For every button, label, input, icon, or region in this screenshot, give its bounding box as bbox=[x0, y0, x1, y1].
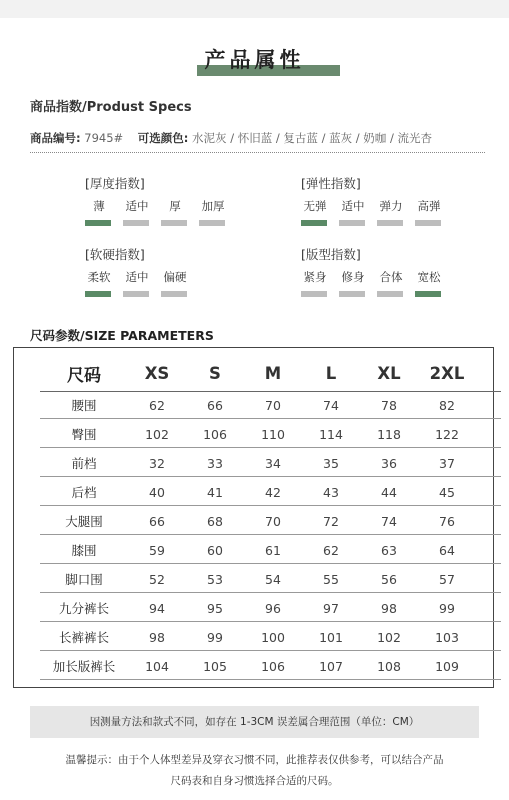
measurement-value: 104 bbox=[145, 658, 169, 674]
fit-option bbox=[301, 269, 339, 297]
size-header-cell: L bbox=[325, 363, 337, 383]
measurement-value: 106 bbox=[261, 658, 285, 674]
measurement-label: 长裤裤长 bbox=[58, 630, 109, 645]
softness-option-label: 适中 bbox=[125, 270, 149, 284]
measurement-value: 41 bbox=[207, 484, 223, 500]
measurement-value: 45 bbox=[439, 484, 455, 500]
softness-bar bbox=[161, 291, 187, 297]
dotted-divider bbox=[30, 152, 485, 153]
size-header-cell: S bbox=[209, 363, 221, 383]
page-title: 产品属性 bbox=[204, 48, 305, 72]
measurement-label: 加长版裤长 bbox=[52, 659, 116, 674]
softness-bar bbox=[123, 291, 149, 297]
measurement-value: 61 bbox=[265, 542, 281, 558]
size-header-cell: 2XL bbox=[429, 363, 465, 383]
measurement-value: 102 bbox=[145, 426, 169, 442]
elasticity-option bbox=[415, 198, 453, 226]
title-block bbox=[0, 44, 509, 80]
measurement-value: 68 bbox=[207, 513, 223, 529]
fit-option-label: 合体 bbox=[379, 270, 403, 284]
thickness-index bbox=[85, 174, 237, 226]
softness-option bbox=[85, 269, 123, 297]
product-info-line bbox=[30, 130, 432, 146]
measurement-value: 103 bbox=[435, 629, 459, 645]
table-row bbox=[40, 392, 501, 419]
measurement-label: 腰围 bbox=[71, 398, 97, 413]
measurement-value: 78 bbox=[381, 397, 397, 413]
table-row bbox=[40, 508, 501, 535]
measurement-value: 114 bbox=[319, 426, 343, 442]
measurement-value: 70 bbox=[265, 513, 281, 529]
measurement-value: 54 bbox=[265, 571, 281, 587]
thickness-bar bbox=[199, 220, 225, 226]
elasticity-bar bbox=[415, 220, 441, 226]
measurement-value: 36 bbox=[381, 455, 397, 471]
table-row bbox=[40, 479, 501, 506]
table-row bbox=[40, 566, 501, 593]
measurement-value: 98 bbox=[381, 600, 397, 616]
elasticity-bar bbox=[377, 220, 403, 226]
size-header-cell: XS bbox=[144, 363, 170, 383]
table-row bbox=[40, 537, 501, 564]
thickness-option bbox=[199, 198, 237, 226]
table-row bbox=[40, 653, 501, 680]
fit-option bbox=[415, 269, 453, 297]
measurement-value: 35 bbox=[323, 455, 339, 471]
elasticity-option bbox=[339, 198, 377, 226]
measurement-value: 33 bbox=[207, 455, 223, 471]
measurement-value: 56 bbox=[381, 571, 397, 587]
measurement-value: 99 bbox=[439, 600, 455, 616]
elasticity-option-label: 弹力 bbox=[379, 199, 403, 213]
thickness-option bbox=[123, 198, 161, 226]
fit-index-title: [版型指数] bbox=[301, 247, 361, 262]
fit-bar bbox=[301, 291, 327, 297]
table-row bbox=[40, 595, 501, 622]
fit-option-label: 修身 bbox=[341, 270, 365, 284]
specs-heading: 商品指数/Produst Specs bbox=[30, 100, 192, 115]
table-row bbox=[40, 421, 501, 448]
measurement-label: 大腿围 bbox=[65, 514, 103, 529]
measurement-label: 脚口围 bbox=[65, 572, 103, 587]
measurement-value: 63 bbox=[381, 542, 397, 558]
measurement-value: 102 bbox=[377, 629, 401, 645]
elasticity-option-label: 高弹 bbox=[417, 199, 441, 213]
fit-option bbox=[377, 269, 415, 297]
measurement-value: 98 bbox=[149, 629, 165, 645]
measurement-value: 74 bbox=[323, 397, 339, 413]
size-header-cell: M bbox=[264, 363, 282, 383]
fit-selected-bar bbox=[415, 291, 441, 297]
elasticity-option bbox=[301, 198, 339, 226]
measurement-value: 37 bbox=[439, 455, 455, 471]
fit-option-label: 宽松 bbox=[417, 270, 441, 284]
measurement-value: 122 bbox=[435, 426, 459, 442]
measurement-value: 59 bbox=[149, 542, 165, 558]
measurement-value: 96 bbox=[265, 600, 281, 616]
measurement-value: 57 bbox=[439, 571, 455, 587]
thickness-option-label: 加厚 bbox=[201, 199, 225, 213]
measurement-value: 101 bbox=[319, 629, 343, 645]
softness-option-label: 柔软 bbox=[87, 270, 111, 284]
measurement-value: 74 bbox=[381, 513, 397, 529]
thickness-option-label: 薄 bbox=[93, 199, 105, 213]
fit-bar bbox=[339, 291, 365, 297]
measurement-value: 52 bbox=[149, 571, 165, 587]
color-label: 可选颜色: bbox=[137, 131, 189, 145]
size-heading: 尺码参数/SIZE PARAMETERS bbox=[30, 328, 214, 343]
code-label: 商品编号: bbox=[30, 131, 81, 145]
measurement-value: 118 bbox=[377, 426, 401, 442]
fit-option bbox=[339, 269, 377, 297]
measurement-value: 34 bbox=[265, 455, 281, 471]
table-row bbox=[40, 450, 501, 477]
measurement-label: 九分裤长 bbox=[58, 601, 109, 616]
measurement-value: 107 bbox=[319, 658, 343, 674]
measurement-value: 110 bbox=[261, 426, 285, 442]
fit-option-label: 紧身 bbox=[303, 270, 327, 284]
measurement-note: 因测量方法和款式不同，如存在 1-3CM 误差属合理范围（单位：CM） bbox=[30, 706, 479, 738]
measurement-value: 43 bbox=[323, 484, 339, 500]
measurement-label: 膝围 bbox=[71, 543, 97, 558]
measurement-value: 100 bbox=[261, 629, 285, 645]
thickness-option bbox=[161, 198, 199, 226]
softness-index-title: [软硬指数] bbox=[85, 247, 145, 262]
tip-line-1: 温馨提示：由于个人体型差异及穿衣习惯不同，此推荐表仅供参考，可以结合产品 bbox=[65, 754, 444, 766]
measurement-value: 95 bbox=[207, 600, 223, 616]
tip-line-2: 尺码表和自身习惯选择合适的尺码。 bbox=[170, 775, 339, 787]
measurement-value: 40 bbox=[149, 484, 165, 500]
measurement-value: 72 bbox=[323, 513, 339, 529]
measurement-value: 66 bbox=[149, 513, 165, 529]
color-value: 水泥灰 / 怀旧蓝 / 复古蓝 / 蓝灰 / 奶咖 / 流光杏 bbox=[188, 131, 432, 145]
measurement-value: 106 bbox=[203, 426, 227, 442]
thickness-bar bbox=[123, 220, 149, 226]
measurement-label: 后档 bbox=[71, 485, 97, 500]
size-table bbox=[13, 347, 494, 688]
softness-selected-bar bbox=[85, 291, 111, 297]
measurement-label: 前档 bbox=[71, 456, 97, 471]
size-table-header bbox=[40, 355, 501, 392]
measurement-value: 97 bbox=[323, 600, 339, 616]
thickness-option bbox=[85, 198, 123, 226]
measurement-value: 108 bbox=[377, 658, 401, 674]
elasticity-index-title: [弹性指数] bbox=[301, 176, 361, 191]
measurement-value: 44 bbox=[381, 484, 397, 500]
measurement-value: 82 bbox=[439, 397, 455, 413]
measurement-value: 105 bbox=[203, 658, 227, 674]
measurement-value: 66 bbox=[207, 397, 223, 413]
measurement-value: 60 bbox=[207, 542, 223, 558]
measurement-value: 55 bbox=[323, 571, 339, 587]
thickness-selected-bar bbox=[85, 220, 111, 226]
elasticity-option bbox=[377, 198, 415, 226]
thickness-index-title: [厚度指数] bbox=[85, 176, 145, 191]
thickness-option-label: 适中 bbox=[125, 199, 149, 213]
softness-option bbox=[161, 269, 199, 297]
softness-option-label: 偏硬 bbox=[163, 270, 187, 284]
fit-index bbox=[301, 245, 453, 297]
measurement-value: 62 bbox=[149, 397, 165, 413]
elasticity-option-label: 无弹 bbox=[303, 199, 327, 213]
softness-option bbox=[123, 269, 161, 297]
fit-bar bbox=[377, 291, 403, 297]
measurement-label: 臀围 bbox=[71, 427, 97, 442]
top-band bbox=[0, 0, 509, 18]
thickness-bar bbox=[161, 220, 187, 226]
measurement-value: 53 bbox=[207, 571, 223, 587]
measurement-value: 32 bbox=[149, 455, 165, 471]
table-row bbox=[40, 624, 501, 651]
measurement-value: 42 bbox=[265, 484, 281, 500]
softness-index bbox=[85, 245, 199, 297]
elasticity-index bbox=[301, 174, 453, 226]
code-value: 7945# bbox=[80, 131, 124, 145]
measurement-value: 64 bbox=[439, 542, 455, 558]
measurement-value: 99 bbox=[207, 629, 223, 645]
measurement-value: 70 bbox=[265, 397, 281, 413]
size-header-cell: XL bbox=[377, 363, 401, 383]
thickness-option-label: 厚 bbox=[169, 199, 181, 213]
elasticity-selected-bar bbox=[301, 220, 327, 226]
measurement-value: 109 bbox=[435, 658, 459, 674]
measurement-value: 76 bbox=[439, 513, 455, 529]
measurement-value: 62 bbox=[323, 542, 339, 558]
measurement-value: 94 bbox=[149, 600, 165, 616]
size-header-label: 尺码 bbox=[67, 365, 101, 386]
elasticity-option-label: 适中 bbox=[341, 199, 365, 213]
elasticity-bar bbox=[339, 220, 365, 226]
